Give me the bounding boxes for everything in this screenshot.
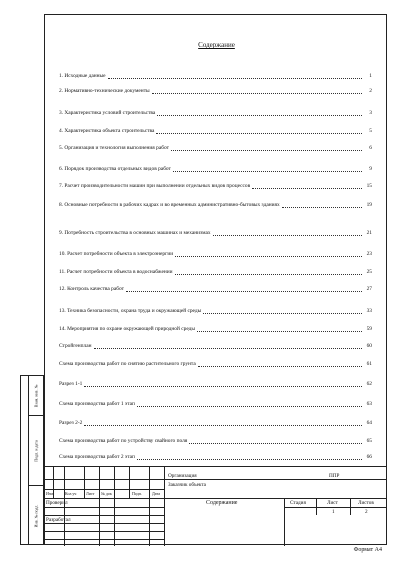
toc-entry-label: Разрез 2-2 <box>59 420 83 426</box>
toc-leader-dots <box>252 188 362 189</box>
sheet-count: 2 <box>365 509 368 515</box>
toc-leader-dots <box>198 366 362 367</box>
toc-entry <box>59 251 372 258</box>
toc-leader-dots <box>171 150 362 151</box>
toc-entry-label: 11. Расчет потребности объекта в водоснабжении <box>59 269 173 275</box>
toc-entry-page: 64 <box>366 420 372 426</box>
toc-entry-page: 15 <box>366 183 372 189</box>
toc-leader-dots <box>282 207 362 208</box>
customer-label: Заказчик объекта <box>168 482 206 488</box>
toc-entry <box>59 401 372 408</box>
toc-leader-dots <box>189 443 362 444</box>
toc-entry-label: 3. Характеристика условий строительства <box>59 110 156 116</box>
checked-by-label: Проверил <box>46 500 68 506</box>
header-change: Изм. <box>46 491 54 496</box>
toc-entry <box>59 361 372 368</box>
header-date: Дата <box>152 491 160 496</box>
toc-entry <box>59 286 372 293</box>
toc-entry-label: 9. Потребность строительства в основных машинах и механизмах <box>59 230 211 236</box>
toc-entry <box>59 73 372 80</box>
toc-entry-label: Схема производства работ по устройству свайного поля <box>59 438 188 444</box>
toc-entry-page: 5 <box>369 128 372 134</box>
organization-label: Организация <box>168 473 197 479</box>
toc-entry-page: 25 <box>366 269 372 275</box>
toc-entry <box>59 308 372 315</box>
toc-entry <box>59 326 372 333</box>
toc-entry <box>59 88 372 95</box>
toc-entry-label: 10. Расчет потребности объекта в электроэнергии <box>59 251 174 257</box>
toc-entry <box>59 202 372 209</box>
stage-header: Стадия <box>290 500 306 506</box>
toc-leader-dots <box>175 274 362 275</box>
toc-entry <box>59 454 372 461</box>
title-block <box>44 466 387 546</box>
sheet-header: Лист <box>327 500 338 506</box>
contents-title: Содержание <box>198 41 235 49</box>
toc-leader-dots <box>156 133 362 134</box>
toc-leader-dots <box>152 93 362 94</box>
toc-entry-label: Стройгенплан <box>59 343 92 349</box>
toc-leader-dots <box>213 235 362 236</box>
toc-leader-dots <box>175 256 362 257</box>
toc-leader-dots <box>157 115 362 116</box>
toc-entry-label: Разрез 1-1 <box>59 381 83 387</box>
toc-leader-dots <box>197 331 362 332</box>
toc-entry-page: 33 <box>366 308 372 314</box>
toc-leader-dots <box>84 386 362 387</box>
toc-entry-page: 21 <box>366 230 372 236</box>
toc-entry-label: 2. Нормативно-технические документы <box>59 88 150 94</box>
toc-entry-page: 61 <box>366 361 372 367</box>
side-stamp-cell <box>29 486 43 546</box>
toc-entry-page: 65 <box>366 438 372 444</box>
toc-leader-dots <box>137 406 362 407</box>
toc-entry <box>59 128 372 135</box>
side-stamp-cell <box>29 416 43 486</box>
toc-entry-page: 60 <box>366 343 372 349</box>
toc-entry-page: 2 <box>369 88 372 94</box>
toc-entry <box>59 269 372 276</box>
toc-entry-page: 59 <box>366 326 372 332</box>
toc-entry-label: 13. Техника безопасности, охрана труда и окружающей среды <box>59 308 202 314</box>
toc-leader-dots <box>126 291 362 292</box>
toc-entry-label: Схема производства работ 1 этап <box>59 401 135 407</box>
toc-entry <box>59 381 372 388</box>
toc-entry-label: 4. Характеристика объекта строительства <box>59 128 155 134</box>
sheet-number: 1 <box>332 509 335 515</box>
header-qty: Кол.уч <box>65 491 77 496</box>
toc-entry-label: Схема производства работ 2 этап <box>59 454 135 460</box>
toc-entry <box>59 420 372 427</box>
header-signature: Подп. <box>132 491 142 496</box>
toc-entry-page: 1 <box>369 73 372 79</box>
toc-leader-dots <box>137 459 362 460</box>
side-stamp <box>28 375 44 545</box>
toc-entry-label: 7. Расчет производительности машин при выполнении отдельных видов процессов <box>59 183 251 189</box>
toc-entry <box>59 145 372 152</box>
side-stamp-replace-label: Взам. инв. № <box>33 384 39 407</box>
toc-leader-dots <box>108 78 362 79</box>
toc-entry-label: 12. Контроль качества работ <box>59 286 124 292</box>
sheets-header: Листов <box>358 500 374 506</box>
toc-leader-dots <box>94 348 363 349</box>
format-label: Формат А4 <box>353 547 382 553</box>
toc-entry-page: 23 <box>366 251 372 257</box>
toc-entry-page: 9 <box>369 166 372 172</box>
toc-entry-label: 14. Мероприятия по охране окружающей природной среды <box>59 326 196 332</box>
header-sheet: Лист <box>86 491 95 496</box>
toc-entry <box>59 183 372 190</box>
toc-leader-dots <box>203 313 362 314</box>
toc-entry <box>59 230 372 237</box>
document-code: ППР <box>329 473 340 479</box>
toc-entry-label: Схема производства работ по снятию растительного грунта <box>59 361 196 367</box>
toc-entry-page: 6 <box>369 145 372 151</box>
toc-entry-page: 27 <box>366 286 372 292</box>
toc-entry <box>59 343 372 350</box>
toc-entry <box>59 438 372 445</box>
side-stamp-inventory-label: Инв. № подл. <box>33 504 39 528</box>
side-stamp-sign-label: Подп. и дата <box>33 439 39 462</box>
toc-entry-page: 3 <box>369 110 372 116</box>
toc-entry <box>59 166 372 173</box>
developed-by-label: Разработал <box>46 517 71 523</box>
header-doc-number: № док <box>101 491 112 496</box>
toc-entry-label: 6. Порядок производства отдельных видов работ <box>59 166 171 172</box>
toc-entry-page: 62 <box>366 381 372 387</box>
document-name: Содержание <box>206 500 238 506</box>
side-stamp-cell <box>29 376 43 416</box>
toc-entry-label: 1. Исходные данные <box>59 73 106 79</box>
toc-entry-page: 63 <box>366 401 372 407</box>
toc-entry-page: 19 <box>366 202 372 208</box>
side-stamp-narrow-column <box>20 375 28 545</box>
toc-entry-label: 8. Основные потребности в рабочих кадрах и во временных административно-бытовых зданиях <box>59 202 280 208</box>
toc-leader-dots <box>173 171 362 172</box>
toc-entry-label: 5. Организация и технология выполнения работ <box>59 145 169 151</box>
toc-entry-page: 66 <box>366 454 372 460</box>
toc-leader-dots <box>84 425 362 426</box>
toc-entry <box>59 110 372 117</box>
